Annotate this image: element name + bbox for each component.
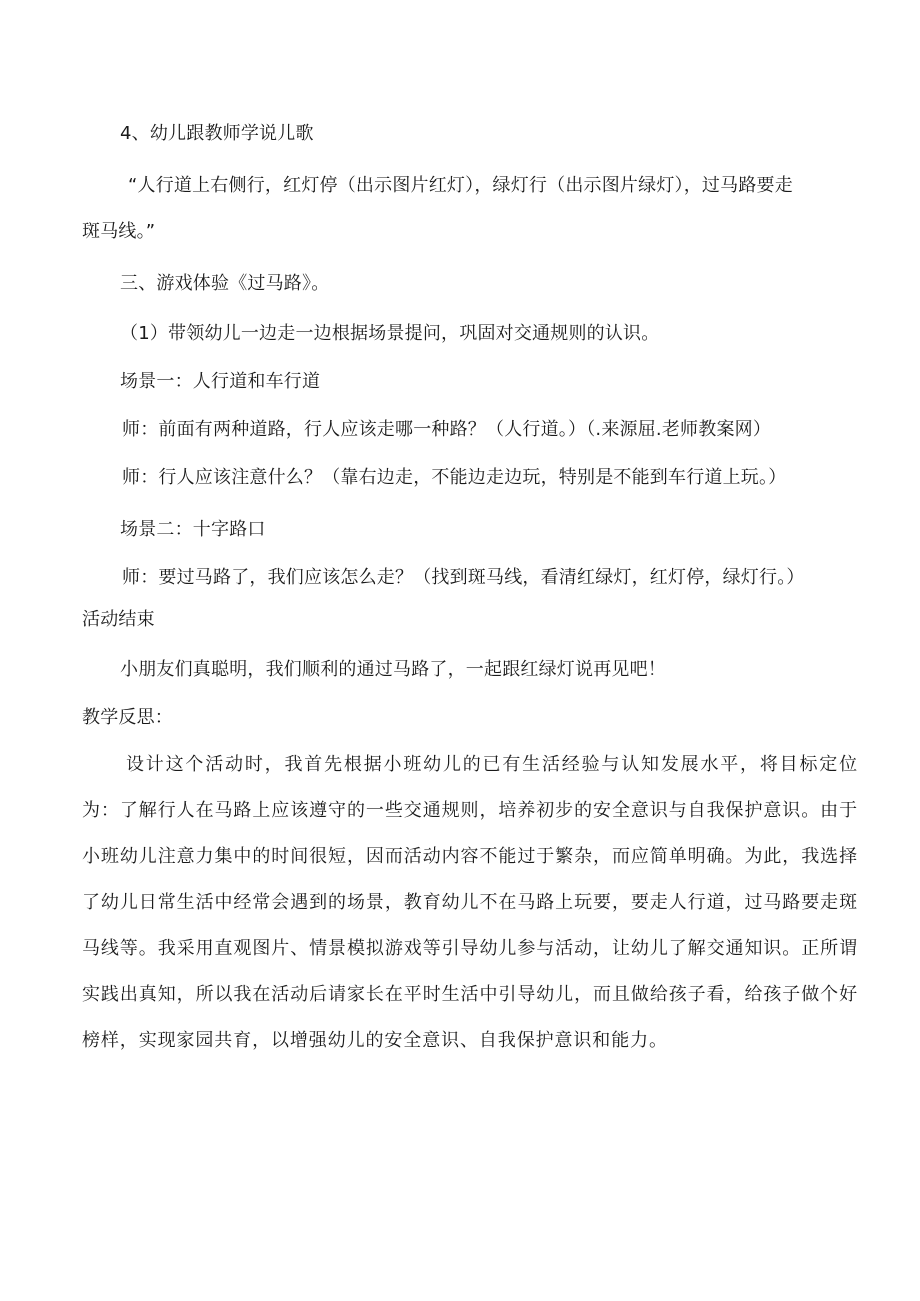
step4-title: 4、幼儿跟教师学说儿歌 xyxy=(120,123,314,144)
scene1-question2: 师：行人应该注意什么？（靠右边走，不能边走边玩，特别是不能到车行道上玩。） xyxy=(122,467,787,488)
activity-end-title: 活动结束 xyxy=(82,609,155,630)
step1-text: （1）带领幼儿一边走一边根据场景提问，巩固对交通规则的认识。 xyxy=(120,323,660,344)
rhyme-line-1: “人行道上右侧行，红灯停（出示图片红灯），绿灯行（出示图片绿灯），过马路要走 xyxy=(128,175,793,196)
scene2-question1: 师：要过马路了，我们应该怎么走？（找到斑马线，看清红绿灯，红灯停，绿灯行。） xyxy=(122,567,805,588)
reflection-title: 教学反思： xyxy=(82,707,173,728)
reflection-paragraph: 设计这个活动时，我首先根据小班幼儿的已有生活经验与认知发展水平，将目标定位为：了解行人在马路上应该遵守的一些交通规则，培养初步的安全意识与自我保护意识。由于小班幼儿注意力集中的时间很短，因而活动内容不能过于繁杂，而应简单明确。为此，我选择了幼儿日常生活中经常会遇到的场景，教育幼儿不在马路上玩要，要走人行道，过马路要走斑马线等。我采用直观图片、情景模拟游戏等引导幼儿参与活动，让幼儿了解交通知识。正所谓实践出真知，所以我在活动后请家长在平时生活中引导幼儿，而且做给孩子看，给孩子做个好榜样，实现家园共育，以增强幼儿的安全意识、自我保护意识和能力。 xyxy=(82,754,858,1051)
scene2-title: 场景二：十字路口 xyxy=(120,519,266,540)
activity-end-text: 小朋友们真聪明，我们顺利的通过马路了，一起跟红绿灯说再见吧！ xyxy=(120,659,666,680)
section3-title: 三、游戏体验《过马路》。 xyxy=(120,273,330,294)
scene1-title: 场景一：人行道和车行道 xyxy=(120,371,321,392)
scene1-question1: 师：前面有两种道路，行人应该走哪一种路？（人行道。）（.来源屈.老师教案网） xyxy=(122,419,772,440)
rhyme-line-2: 斑马线。” xyxy=(82,221,156,242)
